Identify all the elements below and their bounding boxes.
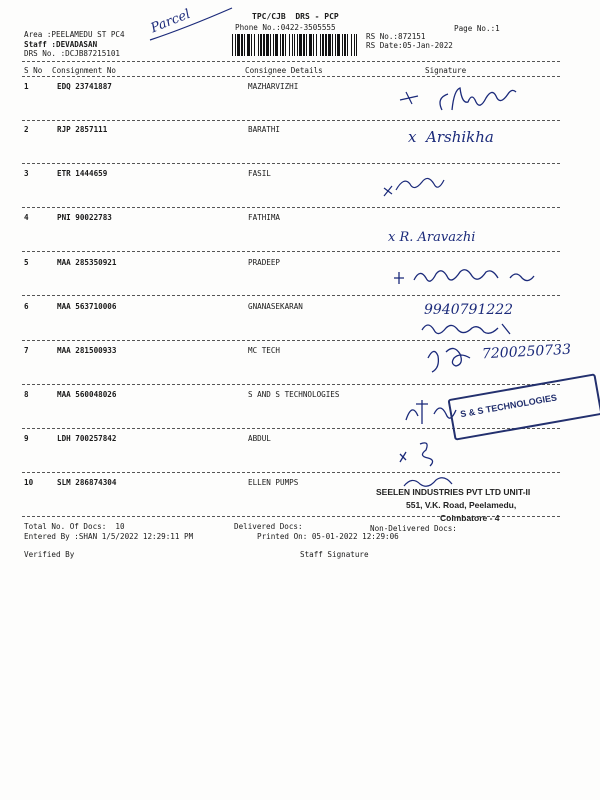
- entered-by: Entered By :SHAN 1/5/2022 12:29:11 PM: [24, 532, 194, 541]
- row-consignment: MAA 285350921: [57, 258, 117, 267]
- row-consignment: PNI 90022783: [57, 213, 112, 222]
- row-consignment: EDQ 23741887: [57, 82, 112, 91]
- staff-label: Staff :DEVADASAN: [24, 40, 98, 49]
- phone-number: Phone No.:0422-3505555: [235, 23, 336, 32]
- signature-3: [380, 170, 460, 200]
- signature-2: [408, 128, 494, 146]
- row-consignee: FASIL: [248, 169, 271, 178]
- signature-7-phone: 7200250733: [481, 341, 572, 363]
- address-stamp-line2: 551, V.K. Road, Peelamedu,: [406, 500, 517, 510]
- handwritten-parcel-note: Parcel: [148, 6, 193, 37]
- non-delivered-docs: Non-Delivered Docs:: [370, 524, 457, 533]
- table-row: [0, 125, 600, 139]
- area-label: Area :PEELAMEDU ST PC4: [24, 30, 125, 39]
- row-consignment: LDH 700257842: [57, 434, 117, 443]
- signature-5: [390, 260, 550, 290]
- row-sno: 4: [24, 213, 29, 222]
- row-consignment: SLM 286874304: [57, 478, 117, 487]
- signature-7: [424, 340, 484, 376]
- stamp-text: S & S TECHNOLOGIES: [459, 392, 558, 420]
- row-consignee: S AND S TECHNOLOGIES: [248, 390, 340, 399]
- row-consignee: MAZHARVIZHI: [248, 82, 299, 91]
- row-consignment: MAA 281500933: [57, 346, 117, 355]
- signature-9: [396, 436, 466, 468]
- row-sno: 3: [24, 169, 29, 178]
- row-consignment: RJP 2857111: [57, 125, 108, 134]
- staff-signature: Staff Signature: [300, 550, 369, 559]
- row-sno: 2: [24, 125, 29, 134]
- total-docs: Total No. Of Docs: 10: [24, 522, 125, 531]
- signature-4-name: R. Aravazhi: [399, 230, 476, 245]
- handwritten-underline: [146, 4, 236, 44]
- row-consignee: BARATHI: [248, 125, 281, 134]
- row-sno: 5: [24, 258, 29, 267]
- column-header-consignment: Consignment No: [52, 66, 117, 75]
- row-sno: 9: [24, 434, 29, 443]
- table-row: [0, 213, 600, 227]
- signature-2-name: Arshikha: [426, 128, 494, 146]
- verified-by: Verified By: [24, 550, 75, 559]
- row-consignee: GNANASEKARAN: [248, 302, 303, 311]
- signature-1: [396, 80, 536, 120]
- barcode: [232, 34, 360, 56]
- page-number: Page No.:1: [454, 24, 500, 33]
- address-stamp-line3: Coimbatore - 4: [440, 513, 500, 523]
- row-sno: 7: [24, 346, 29, 355]
- delivered-docs: Delivered Docs:: [234, 522, 303, 531]
- signature-6: [418, 316, 528, 340]
- signature-6-phone: 9940791222: [424, 302, 514, 318]
- rs-number: RS No.:872151: [366, 32, 426, 41]
- row-consignment: MAA 560048026: [57, 390, 117, 399]
- table-row: [0, 434, 600, 448]
- row-sno: 8: [24, 390, 29, 399]
- row-sno: 1: [24, 82, 29, 91]
- row-consignee: PRADEEP: [248, 258, 281, 267]
- signature-4-x: x: [388, 230, 400, 245]
- column-header-signature: Signature: [425, 66, 467, 75]
- rs-date: RS Date:05-Jan-2022: [366, 41, 453, 50]
- column-header-consignee: Consignee Details: [245, 66, 323, 75]
- address-stamp-line1: SEELEN INDUSTRIES PVT LTD UNIT-II: [376, 487, 531, 497]
- row-sno: 10: [24, 478, 34, 487]
- signature-2-x: x: [408, 128, 426, 146]
- row-consignment: ETR 1444659: [57, 169, 108, 178]
- row-consignee: FATHIMA: [248, 213, 281, 222]
- row-consignee: ELLEN PUMPS: [248, 478, 299, 487]
- signature-4: [388, 230, 475, 245]
- column-header-sno: S No: [24, 66, 43, 75]
- document-title: TPC/CJB DRS - PCP: [252, 12, 339, 21]
- row-consignee: MC TECH: [248, 346, 281, 355]
- row-consignee: ABDUL: [248, 434, 271, 443]
- row-sno: 6: [24, 302, 29, 311]
- table-row: [0, 169, 600, 183]
- printed-on: Printed On: 05-01-2022 12:29:06: [257, 532, 399, 541]
- drs-number: DRS No. :DCJB87215101: [24, 49, 121, 58]
- row-consignment: MAA 563710006: [57, 302, 117, 311]
